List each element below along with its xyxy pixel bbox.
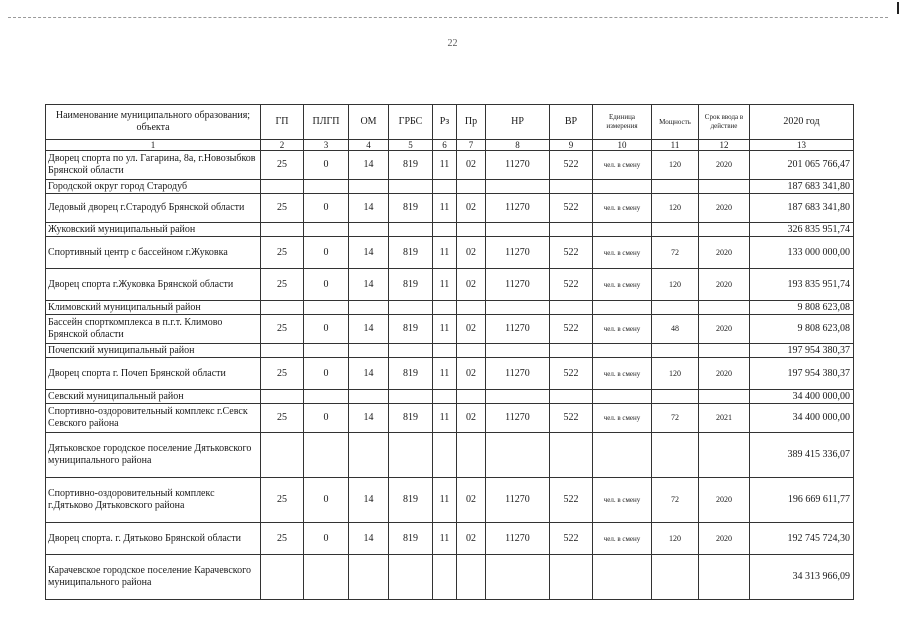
- unit-cell: чел. в смену: [593, 237, 652, 269]
- grbs-cell: 819: [389, 194, 433, 223]
- plgp-cell: 0: [304, 315, 349, 344]
- commission-year-cell: [699, 344, 750, 358]
- gp-cell: 25: [261, 315, 304, 344]
- capacity-cell: 72: [652, 237, 699, 269]
- gp-cell: [261, 344, 304, 358]
- om-cell: 14: [349, 478, 389, 523]
- unit-cell: чел. в смену: [593, 404, 652, 433]
- gp-cell: 25: [261, 523, 304, 555]
- amount-2020: 34 313 966,09: [750, 555, 854, 600]
- grbs-cell: 819: [389, 237, 433, 269]
- municipality-name: Дятьковское городское поселение Дятьковского муниципального района: [46, 433, 261, 478]
- column-number: 10: [593, 140, 652, 151]
- column-number: 1: [46, 140, 261, 151]
- nr-cell: [486, 301, 550, 315]
- header-commission-year: Срок ввода в действие: [699, 105, 750, 140]
- pr-cell: 02: [457, 269, 486, 301]
- rz-cell: [433, 433, 457, 478]
- column-number: 4: [349, 140, 389, 151]
- plgp-cell: 0: [304, 404, 349, 433]
- plgp-cell: [304, 180, 349, 194]
- unit-cell: [593, 433, 652, 478]
- municipality-row: [46, 301, 854, 315]
- municipality-name: Почепский муниципальный район: [46, 344, 261, 358]
- rz-cell: 11: [433, 523, 457, 555]
- plgp-cell: [304, 301, 349, 315]
- nr-cell: 11270: [486, 269, 550, 301]
- object-row: [46, 269, 854, 301]
- capacity-cell: 48: [652, 315, 699, 344]
- om-cell: [349, 180, 389, 194]
- amount-2020: 193 835 951,74: [750, 269, 854, 301]
- commission-year-cell: 2020: [699, 194, 750, 223]
- nr-cell: 11270: [486, 237, 550, 269]
- unit-cell: чел. в смену: [593, 269, 652, 301]
- nr-cell: [486, 180, 550, 194]
- vr-cell: [550, 433, 593, 478]
- unit-cell: чел. в смену: [593, 194, 652, 223]
- rz-cell: 11: [433, 194, 457, 223]
- om-cell: [349, 390, 389, 404]
- object-row: [46, 404, 854, 433]
- pr-cell: [457, 180, 486, 194]
- plgp-cell: 0: [304, 194, 349, 223]
- rz-cell: 11: [433, 404, 457, 433]
- grbs-cell: 819: [389, 269, 433, 301]
- municipality-name: Городской округ город Стародуб: [46, 180, 261, 194]
- grbs-cell: [389, 301, 433, 315]
- rz-cell: [433, 223, 457, 237]
- gp-cell: [261, 223, 304, 237]
- vr-cell: 522: [550, 358, 593, 390]
- grbs-cell: [389, 555, 433, 600]
- om-cell: 14: [349, 269, 389, 301]
- grbs-cell: [389, 344, 433, 358]
- amount-2020: 389 415 336,07: [750, 433, 854, 478]
- rz-cell: [433, 390, 457, 404]
- plgp-cell: [304, 223, 349, 237]
- capacity-cell: [652, 301, 699, 315]
- grbs-cell: [389, 180, 433, 194]
- om-cell: [349, 223, 389, 237]
- plgp-cell: [304, 390, 349, 404]
- municipality-name: Климовский муниципальный район: [46, 301, 261, 315]
- grbs-cell: 819: [389, 315, 433, 344]
- unit-cell: [593, 223, 652, 237]
- pr-cell: [457, 223, 486, 237]
- amount-2020: 187 683 341,80: [750, 180, 854, 194]
- commission-year-cell: [699, 223, 750, 237]
- vr-cell: 522: [550, 237, 593, 269]
- capacity-cell: 72: [652, 404, 699, 433]
- plgp-cell: 0: [304, 151, 349, 180]
- unit-cell: [593, 390, 652, 404]
- pr-cell: 02: [457, 194, 486, 223]
- commission-year-cell: 2020: [699, 151, 750, 180]
- column-number: 7: [457, 140, 486, 151]
- capacity-cell: [652, 180, 699, 194]
- amount-2020: 34 400 000,00: [750, 390, 854, 404]
- nr-cell: 11270: [486, 151, 550, 180]
- nr-cell: [486, 555, 550, 600]
- vr-cell: [550, 223, 593, 237]
- gp-cell: [261, 180, 304, 194]
- vr-cell: 522: [550, 151, 593, 180]
- gp-cell: 25: [261, 478, 304, 523]
- amount-2020: 197 954 380,37: [750, 344, 854, 358]
- nr-cell: [486, 390, 550, 404]
- object-name: Дворец спорта г. Почеп Брянской области: [46, 358, 261, 390]
- header-vr: ВР: [550, 105, 593, 140]
- vr-cell: 522: [550, 404, 593, 433]
- object-row: [46, 315, 854, 344]
- pr-cell: [457, 555, 486, 600]
- gp-cell: [261, 433, 304, 478]
- plgp-cell: 0: [304, 237, 349, 269]
- grbs-cell: 819: [389, 404, 433, 433]
- municipality-row: [46, 223, 854, 237]
- object-row: [46, 478, 854, 523]
- rz-cell: [433, 180, 457, 194]
- amount-2020: 187 683 341,80: [750, 194, 854, 223]
- capacity-cell: 120: [652, 194, 699, 223]
- om-cell: 14: [349, 194, 389, 223]
- plgp-cell: 0: [304, 358, 349, 390]
- vr-cell: [550, 390, 593, 404]
- commission-year-cell: [699, 301, 750, 315]
- capacity-cell: [652, 390, 699, 404]
- pr-cell: 02: [457, 478, 486, 523]
- nr-cell: 11270: [486, 523, 550, 555]
- plgp-cell: [304, 555, 349, 600]
- gp-cell: [261, 390, 304, 404]
- header-capacity: Мощность: [652, 105, 699, 140]
- municipality-row: [46, 180, 854, 194]
- column-number: 9: [550, 140, 593, 151]
- unit-cell: [593, 555, 652, 600]
- amount-2020: 196 669 611,77: [750, 478, 854, 523]
- vr-cell: 522: [550, 194, 593, 223]
- column-number: 6: [433, 140, 457, 151]
- rz-cell: 11: [433, 478, 457, 523]
- column-number-row: [46, 140, 854, 151]
- pr-cell: [457, 390, 486, 404]
- nr-cell: 11270: [486, 315, 550, 344]
- grbs-cell: 819: [389, 523, 433, 555]
- scan-artifact-line: [8, 17, 888, 18]
- grbs-cell: [389, 223, 433, 237]
- vr-cell: [550, 344, 593, 358]
- column-number: 5: [389, 140, 433, 151]
- vr-cell: [550, 301, 593, 315]
- column-number: 12: [699, 140, 750, 151]
- capacity-cell: [652, 433, 699, 478]
- object-name: Спортивный центр с бассейном г.Жуковка: [46, 237, 261, 269]
- pr-cell: 02: [457, 358, 486, 390]
- object-row: [46, 194, 854, 223]
- header-pr: Пр: [457, 105, 486, 140]
- plgp-cell: [304, 433, 349, 478]
- column-number: 8: [486, 140, 550, 151]
- capacity-cell: [652, 223, 699, 237]
- object-name: Спортивно-оздоровительный комплекс г.Дятьково Дятьковского района: [46, 478, 261, 523]
- gp-cell: 25: [261, 194, 304, 223]
- column-number: 3: [304, 140, 349, 151]
- nr-cell: [486, 433, 550, 478]
- plgp-cell: 0: [304, 478, 349, 523]
- grbs-cell: 819: [389, 478, 433, 523]
- om-cell: [349, 433, 389, 478]
- plgp-cell: [304, 344, 349, 358]
- unit-cell: [593, 180, 652, 194]
- amount-2020: 197 954 380,37: [750, 358, 854, 390]
- amount-2020: 133 000 000,00: [750, 237, 854, 269]
- commission-year-cell: 2020: [699, 523, 750, 555]
- gp-cell: 25: [261, 358, 304, 390]
- om-cell: 14: [349, 404, 389, 433]
- commission-year-cell: [699, 180, 750, 194]
- table-body: [46, 151, 854, 600]
- commission-year-cell: 2021: [699, 404, 750, 433]
- municipality-row: [46, 433, 854, 478]
- vr-cell: 522: [550, 523, 593, 555]
- municipality-row: [46, 344, 854, 358]
- grbs-cell: [389, 433, 433, 478]
- commission-year-cell: 2020: [699, 315, 750, 344]
- capacity-cell: 120: [652, 358, 699, 390]
- pr-cell: 02: [457, 523, 486, 555]
- capacity-cell: [652, 555, 699, 600]
- vr-cell: [550, 180, 593, 194]
- capacity-cell: 72: [652, 478, 699, 523]
- pr-cell: [457, 344, 486, 358]
- gp-cell: 25: [261, 404, 304, 433]
- object-row: [46, 151, 854, 180]
- grbs-cell: [389, 390, 433, 404]
- unit-cell: чел. в смену: [593, 315, 652, 344]
- budget-table: [45, 104, 854, 600]
- header-rz: Рз: [433, 105, 457, 140]
- unit-cell: чел. в смену: [593, 151, 652, 180]
- header-plgp: ПЛГП: [304, 105, 349, 140]
- header-row: [46, 105, 854, 140]
- om-cell: 14: [349, 358, 389, 390]
- capacity-cell: 120: [652, 523, 699, 555]
- object-name: Бассейн спорткомплекса в п.г.т. Климово Брянской области: [46, 315, 261, 344]
- commission-year-cell: 2020: [699, 478, 750, 523]
- amount-2020: 201 065 766,47: [750, 151, 854, 180]
- unit-cell: [593, 344, 652, 358]
- amount-2020: 192 745 724,30: [750, 523, 854, 555]
- unit-cell: чел. в смену: [593, 523, 652, 555]
- om-cell: [349, 555, 389, 600]
- vr-cell: 522: [550, 269, 593, 301]
- nr-cell: 11270: [486, 358, 550, 390]
- capacity-cell: 120: [652, 269, 699, 301]
- grbs-cell: 819: [389, 151, 433, 180]
- pr-cell: 02: [457, 151, 486, 180]
- nr-cell: [486, 223, 550, 237]
- capacity-cell: [652, 344, 699, 358]
- amount-2020: 326 835 951,74: [750, 223, 854, 237]
- gp-cell: 25: [261, 269, 304, 301]
- rz-cell: 11: [433, 315, 457, 344]
- object-name: Дворец спорта по ул. Гагарина, 8а, г.Новозыбков Брянской области: [46, 151, 261, 180]
- om-cell: 14: [349, 151, 389, 180]
- municipality-name: Севский муниципальный район: [46, 390, 261, 404]
- municipality-row: [46, 390, 854, 404]
- om-cell: [349, 301, 389, 315]
- municipality-row: [46, 555, 854, 600]
- pr-cell: 02: [457, 237, 486, 269]
- gp-cell: 25: [261, 151, 304, 180]
- commission-year-cell: 2020: [699, 358, 750, 390]
- plgp-cell: 0: [304, 523, 349, 555]
- om-cell: 14: [349, 315, 389, 344]
- header-2020: 2020 год: [750, 105, 854, 140]
- om-cell: [349, 344, 389, 358]
- rz-cell: [433, 555, 457, 600]
- unit-cell: чел. в смену: [593, 478, 652, 523]
- vr-cell: 522: [550, 315, 593, 344]
- commission-year-cell: [699, 555, 750, 600]
- capacity-cell: 120: [652, 151, 699, 180]
- gp-cell: [261, 555, 304, 600]
- om-cell: 14: [349, 237, 389, 269]
- unit-cell: [593, 301, 652, 315]
- pr-cell: [457, 301, 486, 315]
- municipality-name: Жуковский муниципальный район: [46, 223, 261, 237]
- rz-cell: 11: [433, 237, 457, 269]
- vr-cell: [550, 555, 593, 600]
- rz-cell: 11: [433, 151, 457, 180]
- amount-2020: 9 808 623,08: [750, 301, 854, 315]
- amount-2020: 34 400 000,00: [750, 404, 854, 433]
- column-number: 13: [750, 140, 854, 151]
- nr-cell: 11270: [486, 194, 550, 223]
- pr-cell: [457, 433, 486, 478]
- column-number: 11: [652, 140, 699, 151]
- vr-cell: 522: [550, 478, 593, 523]
- header-name: Наименование муниципального образования; объекта: [46, 105, 261, 140]
- rz-cell: [433, 344, 457, 358]
- nr-cell: 11270: [486, 404, 550, 433]
- rz-cell: 11: [433, 269, 457, 301]
- header-nr: НР: [486, 105, 550, 140]
- page-number: 22: [447, 38, 458, 49]
- commission-year-cell: 2020: [699, 269, 750, 301]
- header-gp: ГП: [261, 105, 304, 140]
- object-name: Спортивно-оздоровительный комплекс г.Севск Севского района: [46, 404, 261, 433]
- object-name: Дворец спорта. г. Дятьково Брянской области: [46, 523, 261, 555]
- object-row: [46, 237, 854, 269]
- commission-year-cell: [699, 433, 750, 478]
- gp-cell: [261, 301, 304, 315]
- unit-cell: чел. в смену: [593, 358, 652, 390]
- object-name: Дворец спорта г.Жуковка Брянской области: [46, 269, 261, 301]
- grbs-cell: 819: [389, 358, 433, 390]
- header-om: ОМ: [349, 105, 389, 140]
- header-unit: Единица измерения: [593, 105, 652, 140]
- object-row: [46, 523, 854, 555]
- plgp-cell: 0: [304, 269, 349, 301]
- header-grbs: ГРБС: [389, 105, 433, 140]
- pr-cell: 02: [457, 404, 486, 433]
- commission-year-cell: [699, 390, 750, 404]
- object-name: Ледовый дворец г.Стародуб Брянской области: [46, 194, 261, 223]
- pr-cell: 02: [457, 315, 486, 344]
- municipality-name: Карачевское городское поселение Карачевского муниципального района: [46, 555, 261, 600]
- object-row: [46, 358, 854, 390]
- commission-year-cell: 2020: [699, 237, 750, 269]
- rz-cell: [433, 301, 457, 315]
- amount-2020: 9 808 623,08: [750, 315, 854, 344]
- rz-cell: 11: [433, 358, 457, 390]
- nr-cell: [486, 344, 550, 358]
- gp-cell: 25: [261, 237, 304, 269]
- scan-edge-mark: [897, 2, 899, 14]
- om-cell: 14: [349, 523, 389, 555]
- column-number: 2: [261, 140, 304, 151]
- nr-cell: 11270: [486, 478, 550, 523]
